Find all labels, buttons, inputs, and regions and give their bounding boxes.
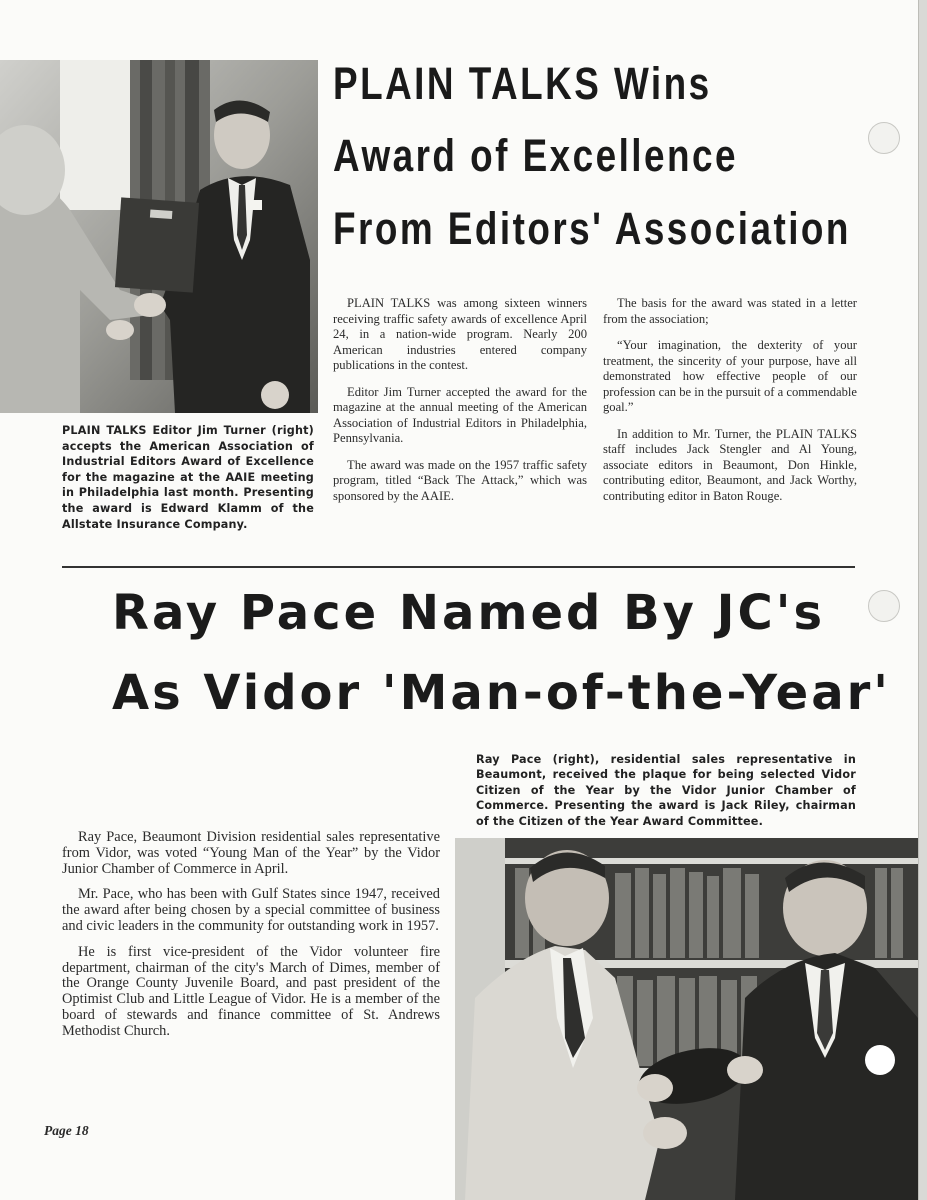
headline-line: PLAIN TALKS Wins [333,58,712,109]
paragraph: The award was made on the 1957 traffic safety program, titled “Back The Attack,” which was sponsored by the AAIE. [333,457,587,503]
photo-caption: Ray Pace (right), residential sales representative in Beaumont, received the plaque for being selected Vidor Citizen of the Year by the Vidor Junior Chamber of Commerce. Presenting the award is Jack Riley, chairman of the Citizen of the Year Award Committee. [476,753,856,828]
paragraph: Ray Pace, Beaumont Division residential sales representative from Vidor, was voted “Young Man of the Year” by the Vidor Junior Chamber of Commerce in April. [62,829,440,877]
article-column [333,296,587,515]
photo-plaque-presentation [455,838,918,1200]
paragraph: Mr. Pace, who has been with Gulf States since 1947, received the award after being chosen by a special committee of business and civic leaders in the community for outstanding work in 1957. [62,886,440,934]
binder-hole [868,590,900,622]
photo-editor-accepts-award [0,60,318,413]
paragraph: Editor Jim Turner accepted the award for the magazine at the annual meeting of the American Association of Industrial Editors in Philadelphia, Pennsylvania. [333,384,587,445]
paragraph: “Your imagination, the dexterity of your treatment, the sincerity of your purpose, have all demonstrated how effective people of our profession can be in the pursuit of a commendable goal.” [603,338,857,414]
headline-line: As Vidor 'Man-of-the-Year' [112,665,891,721]
binder-hole [868,122,900,154]
article-column [603,296,857,515]
article-column [62,830,440,1050]
headline-line: From Editors' Association [333,203,851,254]
page-number: Page 18 [44,1123,89,1138]
headline-line: Ray Pace Named By JC's [112,585,826,641]
section-divider [62,566,855,568]
paragraph: He is first vice-president of the Vidor volunteer fire department, chairman of the city's March of Dimes, member of the Orange County Juvenile Board, and past president of the Optimist Club and Little League of Vidor. He is a member of the board of stewards and finance committee of St. Andrews Methodist Church. [62,943,440,1039]
paragraph: The basis for the award was stated in a letter from the association; [603,296,857,326]
paragraph: PLAIN TALKS was among sixteen winners receiving traffic safety awards of excellence April 24, in a nation-wide program. Nearly 200 American industries entered company publications in the contest. [333,296,587,372]
photo-caption: PLAIN TALKS Editor Jim Turner (right) accepts the American Association of Industrial Editors Award of Excellence for the magazine at the AAIE meeting in Philadelphia last month. Presenting the award is Edward Klamm of the Allstate Insurance Company. [62,424,314,531]
headline-line: Award of Excellence [333,130,738,181]
paragraph: In addition to Mr. Turner, the PLAIN TALKS staff includes Jack Stengler and Al Young, associate editors in Beaumont, Don Hinkle, contributing editor, Beaumont, and Jack Worthy, contributing editor in Baton Rouge. [603,426,857,503]
page-edge [918,0,927,1200]
